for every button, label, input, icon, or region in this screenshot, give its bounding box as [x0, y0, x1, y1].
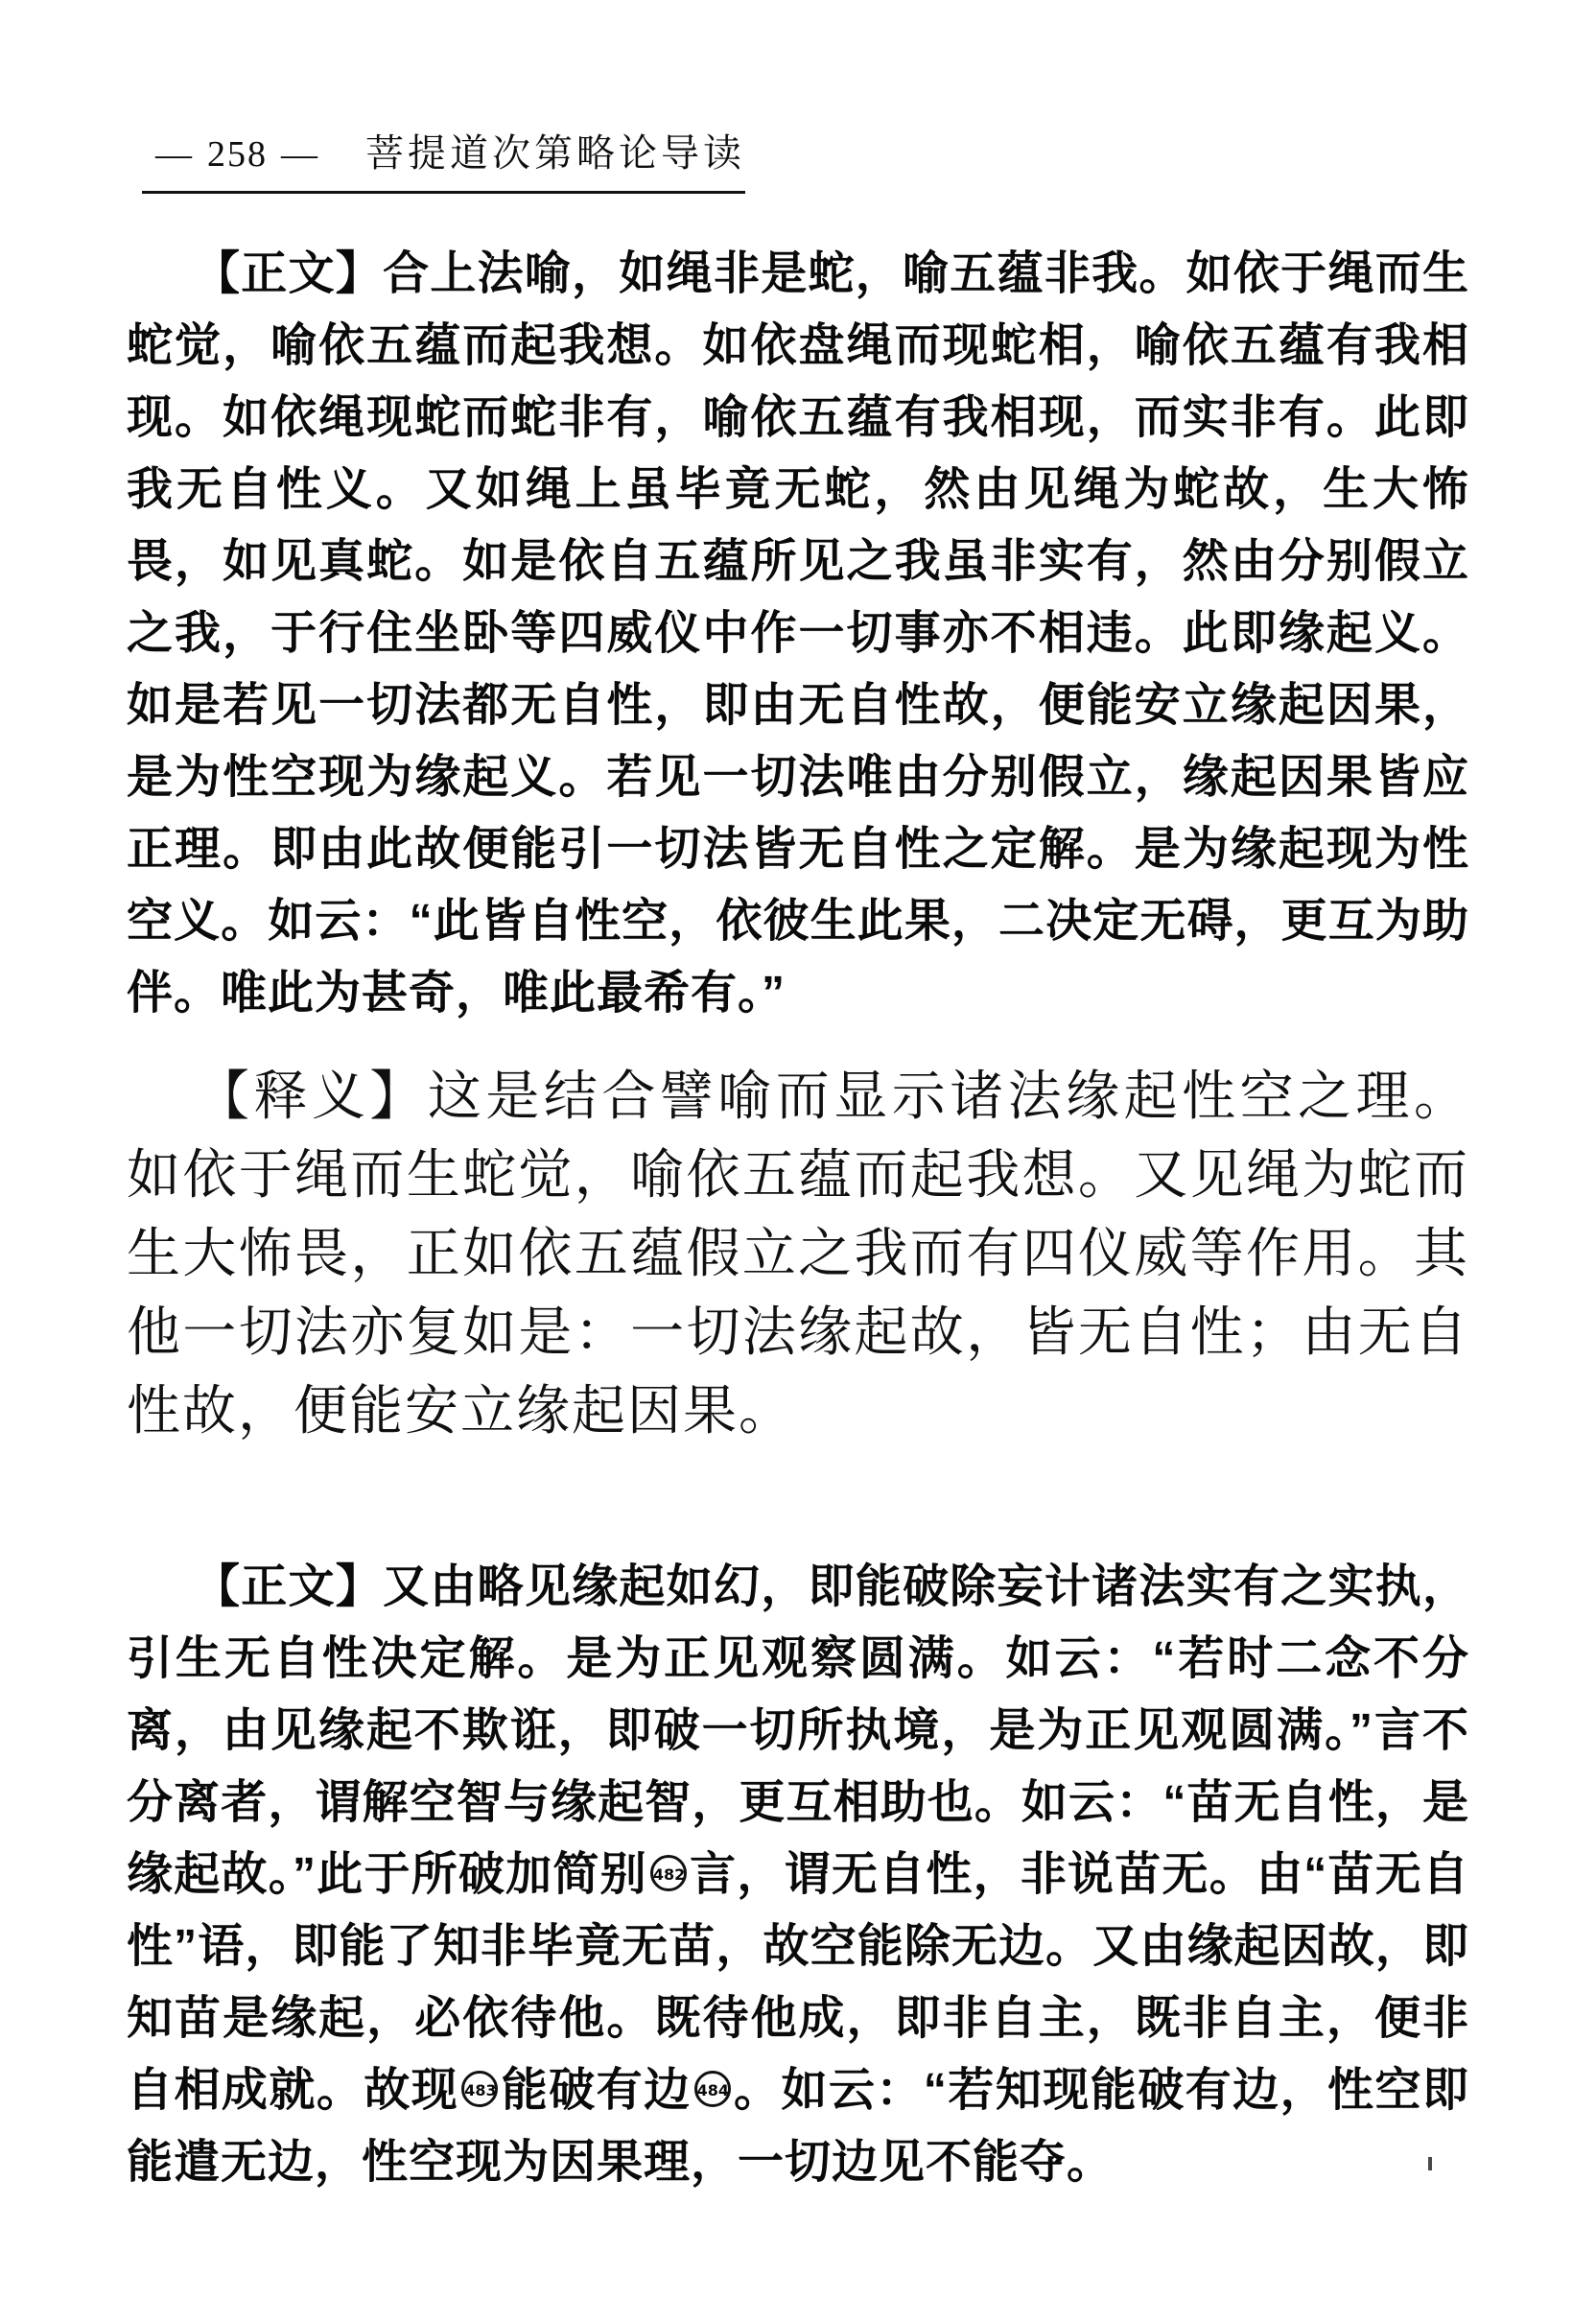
footnote-marker-482: 482 — [650, 1855, 687, 1891]
shiyi-1-label: 【释义】 — [196, 1067, 428, 1127]
zhengwen-2-segment-4: 。如云：“若知现能破有边，性空即能遣无边，性空现为因果理，一切边见不能夺。 — [127, 2065, 1469, 2188]
zhengwen-2-segment-2: 言，谓无自性，非说苗无。由“苗无自性”语，即能了知非毕竟无苗，故空能除无边。又由缘起因故，即知苗是缘起，必依待他。既待他成，即非自主，既非自主，便非自相成就。故现 — [127, 1849, 1469, 2116]
zhengwen-2-segment-1: 又由略见缘起如幻，即能破除妄计诸法实有之实执，引生无自性决定解。是为正见观察圆满。如云：“若时二念不分离，由见缘起不欺诳，即破一切所执境，是为正见观圆满。”言不分离者，谓解空智与缘起智，更互相助也。如云：“苗无自性，是缘起故。”此于所破加简别 — [127, 1561, 1469, 1900]
zhengwen-1-label: 【正文】 — [194, 248, 384, 299]
paragraph-zhengwen-2 — [127, 1551, 1469, 2198]
header-dash-right: — — [281, 134, 319, 175]
zhengwen-1-text: 合上法喻，如绳非是蛇，喻五蕴非我。如依于绳而生蛇觉，喻依五蕴而起我想。如依盘绳而现蛇相，喻依五蕴有我相现。如依绳现蛇而蛇非有，喻依五蕴有我相现，而实非有。此即我无自性义。又如绳上虽毕竟无蛇，然由见绳为蛇故，生大怖畏，如见真蛇。如是依自五蕴所见之我虽非实有，然由分别假立之我，于行住坐卧等四威仪中作一切事亦不相违。此即缘起义。如是若见一切法都无自性，即由无自性故，便能安立缘起因果，是为性空现为缘起义。若见一切法唯由分别假立，缘起因果皆应正理。即由此故便能引一切法皆无自性之定解。是为缘起现为性空义。如云：“此皆自性空，依彼生此果，二决定无碍，更互为助伴。唯此为甚奇，唯此最希有。” — [127, 248, 1469, 1019]
page-header — [142, 123, 745, 194]
page-number-block — [142, 134, 333, 175]
page-content — [127, 203, 1469, 2198]
header-dash-left: — — [155, 134, 194, 175]
scan-artifact — [1428, 2157, 1432, 2170]
zhengwen-2-segment-3: 能破有边 — [501, 2065, 692, 2116]
footnote-marker-484: 484 — [694, 2071, 731, 2107]
paragraph-shiyi-1 — [127, 1058, 1469, 1451]
page-number: 258 — [207, 134, 268, 175]
book-title: 菩提道次第略论导读 — [365, 131, 745, 175]
footnote-marker-483: 483 — [461, 2071, 498, 2107]
shiyi-1-text: 这是结合譬喻而显示诸法缘起性空之理。如依于绳而生蛇觉，喻依五蕴而起我想。又见绳为蛇而生大怖畏，正如依五蕴假立之我而有四仪威等作用。其他一切法亦复如是：一切法缘起故，皆无自性；由无自性故，便能安立缘起因果。 — [127, 1067, 1470, 1442]
paragraph-zhengwen-1 — [127, 238, 1469, 1029]
zhengwen-2-label: 【正文】 — [194, 1561, 384, 1612]
